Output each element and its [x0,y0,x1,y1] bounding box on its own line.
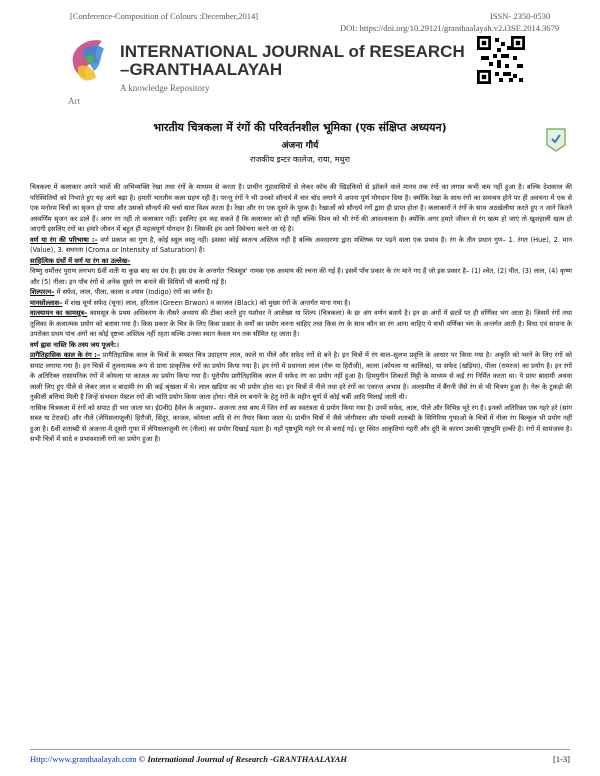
section-heading: वर्ण या रंग की परिभाषा :– [30,235,98,244]
qr-code[interactable] [477,36,525,84]
body-paragraph [30,350,572,403]
section-heading: मानसोल्लास– [30,298,63,307]
body-paragraph: नासिक चित्रकला में रंगों को सपाट ही भरा जाता था। ई0वी0 हैवेल के अनुसार– अजन्ता तथा बाघ में जिन रंगों का स्वतंत्रता से प्रयोग किया गया है। उनमें सफेद, लाल, पीले और विभिन्न भूरे रंग है। इनको अतिरिक्त एक गहरे हरे (सांग सब्ज या टेरावर्द) और नीले (लेपिसलाजुली) हिरौजी, सिंदूर, काजल, कोयला आदि से रंग तैयार किया जाता थे। प्राचीन चित्रों में जैसे जोगीमारा और पांचवी शताब्दी के सिगिरिया गुफाओं के चित्रों में नीला रंग बिल्कुल भी प्रयोग नहीं हुआ है। 6वीं शताब्दी से अजन्ता में दूसरी गुफा में लेपिसलाजुली रंग (नीला) का प्रयोग दिखाई पड़ता है। यहाँ पृष्ठभूमि गहरे रंग से बनाई गई। दूर स्थित आकृतियां गहरी और दूरी के कारण उसकी पृष्ठभूमि हल्की है। रंगों में सामंजस्य है। सभी चित्रों में सादे व प्रभावशाली रंगों का प्रयोग हुआ है। [30,403,572,443]
crossmark-badge[interactable] [545,127,567,153]
footer-url-link[interactable]: Http://www.granthaalayah.com [30,754,137,764]
art-logo-icon [68,33,108,91]
section-text: वर्ण प्रकाश का गुण है, कोई स्थूल वस्तु नहीं। इसका कोई स्वतन्त्र अस्तित्व नहीं है बल्कि अवधारणा द्वारा मस्तिष्क पर पड़ने वाला एक प्रभाव है। रंग के तीन प्रधान गुण– 1. रंगत (Hue), 2. मान (Value), 3. सघनता (Croma or Intensity of Saturation) है। [30,235,572,254]
section-heading: साहित्यिक ग्रंथों में वर्ण या रंग का उल्लेख– [30,256,131,265]
logo-caption: Art [68,96,80,106]
paper-author: अंजना गौर्य [281,141,319,151]
conference-info: [Conference-Composition of Colours :December,2014] [70,11,259,21]
page-number: [1-3] [553,754,570,764]
body-paragraph [30,298,572,309]
body-paragraph: विष्णु धर्मोत्तर पुराण लगभग 6वीं शती या कुछ बाद का ग्रंथ है। इस ग्रंथ के अन्तर्गत 'चित्रसूत्र' नामक एक अध्याय की रचना की गई है। इसमें पाँच प्रकार के रंग माने गए हैं जो इस प्रकार है– (1) श्वेत, (2) पीत, (3) लाल, (4) कृष्ण और (5) नीला। इन पाँच रंगों से अनेक दूसरे रंग बनाने की विधियों भी बतायी गई है। [30,267,572,286]
body-paragraph [30,308,572,340]
section-heading: शिल्परत्न– [30,288,55,296]
journal-logo [68,33,108,106]
qr-code-icon [477,36,525,84]
section-text: कामसूत्र के प्रथम अधिकरण के तीसरे अध्याय की टीका करते हुए यशोधर ने आलेख्य या शिल्प (चित्रकला) के छः अंग वर्णन बताये है। इन छः अंगों में छटवें पर ही वर्णिका भंग आता है। जिसमें रंगों तथा तूलिका के कलात्मक प्रयोग को बताया गया है। किस प्रकार के चित्र के लिए किस प्रकार के वर्णों का प्रयोग करना चाहिए तथा किस रंग के साथ कौन सा रंग आना चाहिए ये सभी वर्णिका भंग के अन्तर्गत आती है। विधा एवं साधना के उपरोक्त प्रथम पांच अंगों का कोई दृष्टव्य अस्तित्व नहीं रहता बल्कि उनका स्थान केवल मन तक सीमित रह जाता है। [30,309,572,338]
section-heading: प्रागैतिहासिक काल के रंग :– [30,351,101,359]
paper-title: भारतीय चित्रकला में रंगों की परिवर्तनशील भूमिका (एक संक्षिप्त अध्ययन) [153,121,447,134]
section-heading: वात्स्यायन का कामसूत्र– [30,309,88,317]
journal-subtitle: A knowledge Repository [120,83,210,93]
journal-title-line1: INTERNATIONAL JOURNAL of RESEARCH [120,42,465,61]
body-paragraph: चित्रकला में कलाकार अपने भावों की अभिव्यक्ति रेखा तथा रंगों के माध्यम से करता है। प्राचीन गुहावासियों से लेकर कॉच की खिड़कियों से झॉकने वाले मानव तक रंगों का लगाव कभी कम नहीं हुआ है। बल्कि देशकाल की परिस्थितियों को निभाते हुए यह आगे बढ़ा है। हमारी भारतीय कला ग्रहण रही है। परन्तु रंगों ने भी उनको सौन्दर्य में चार चॉद लगाने में अपना पूर्ण योगदान दिया है। क्योंकि रेखा के साथ रंगों का समन्वय होने पर ही अवचना में एक से एक मनोरम चित्रों का सृजन हो पाया और उसको सौन्दर्य की चर्चा सारा विश्व करता है। रेखा और रंग एक दूसरे के पूरक है। रेखाओं को सौन्दर्य रंगों द्वारा ही प्राप्त होता है। कलाकारों ने रंगों के साथ अठखेलीया करते हुए न जाने कितने अस्वर्णिम सृजन कर डाले हैं। अगर रंग नहीं तो कलाकार नहीं। इसलिए हम कह सकते है कि कलाकार को ही नहीं बल्कि विश्व को भी रंगों की आवश्यकता है। क्योंकि अगर हमारे जीवन से रंग खत्म हो जाएं तो खुशहाली खत्म हो जाएगी इसलिए रंगों का हमारे जीवन में बहुत ही महत्वपूर्ण योगदान है। जिसकी हम आगे विवेचना करने जा रहे है। [30,183,572,233]
journal-title-line2: –GRANTHAALAYAH [120,60,283,79]
section-heading-line [30,256,572,267]
doi[interactable]: DOI: https://doi.org/10.29121/granthaalayah.v2.i3SE.2014.3679 [340,23,560,33]
section-text: प्रागैतिहासिक काल के चित्रों के समस्त चित्र उदाहरण लाल, काले या पीले और सफेद रंगों से बने है। इन चित्रों में रंग बाल–सुलभ प्रवृत्ति के आधार पर किया गया है। अकृति को भरने के लिए रंगों को सपाट लगाया गया है। इन चित्रों में तुलनात्मक रूप से प्रायः प्राकृतिक रंगों का प्रयोग किया गया है। इन रंगों में प्रधानता लाल (गेरू या हिरौजी), काला (कोयला या कालिख), या सफेद (खड़िया), पीला (रामरज) का प्रयोग है। इन रंगों के अतिरिक्त रासायनिक रंगों में कोयला या काजल का प्रयोग किया गया है। यूरोपीय प्रागैतिहासिक काल में सफेद रंग का प्रयोग नहीं हुआ है। हिमयुगीन शिकारों मिट्टी के माध्यम से कई रंग निर्मित करता था। ये प्रायः बादामी अथवा लाली लिए हुए पीले से लेकर लाल व बादामी रंग की कई श्रृंखला में थे। लाल खड़िया का भी प्रयोग होता था। इन चित्रों में नीले तथा हरे रंगों का एकान्त अभाव है। अल्तामीरा में बैंगनी जैसे रंग से भी चित्रण हुआ है। गेरू के टुकड़ो की नुकीली बत्तियां मिली है जिन्हें संभवतः पेस्टल रंगों की भांति प्रयोग किया जाता होगा। गीले रंग बनाने के हेतु रंगों के महीन चूर्ण में कोई चर्बी आदि मिलाई जाती थी। [30,351,572,401]
section-text: में सफेद, लाल, पीला, काला व श्याम (Indigo) रंगों का वर्णन है। [56,288,213,296]
footer-journal-name: International Journal of Research -GRANTHAALAYAH [147,754,347,764]
page-footer [30,749,570,764]
section-heading-line [30,340,572,351]
crossmark-icon [545,127,567,153]
quote-line: वर्ण ह्वास नास्ति कि तस्य जय पूजने:। [30,340,119,349]
body-paragraph [30,287,572,298]
paper-body [30,182,572,445]
copyright-symbol: © [138,754,146,764]
paper-header [20,120,580,165]
footer-divider [30,749,570,750]
section-text: में शंख चूर्ण सफेद (चूना) लाल, हरिताल (Green Brwon) व काजल (Black) को मुख्य रंगों के अन्तर्गत माना गया है। [64,298,351,307]
paper-affiliation: राजकीय इन्टर कालेज, राया, मथुरा [249,155,350,164]
issn: ISSN- 2350-0530 [490,11,551,21]
body-paragraph [30,235,572,256]
